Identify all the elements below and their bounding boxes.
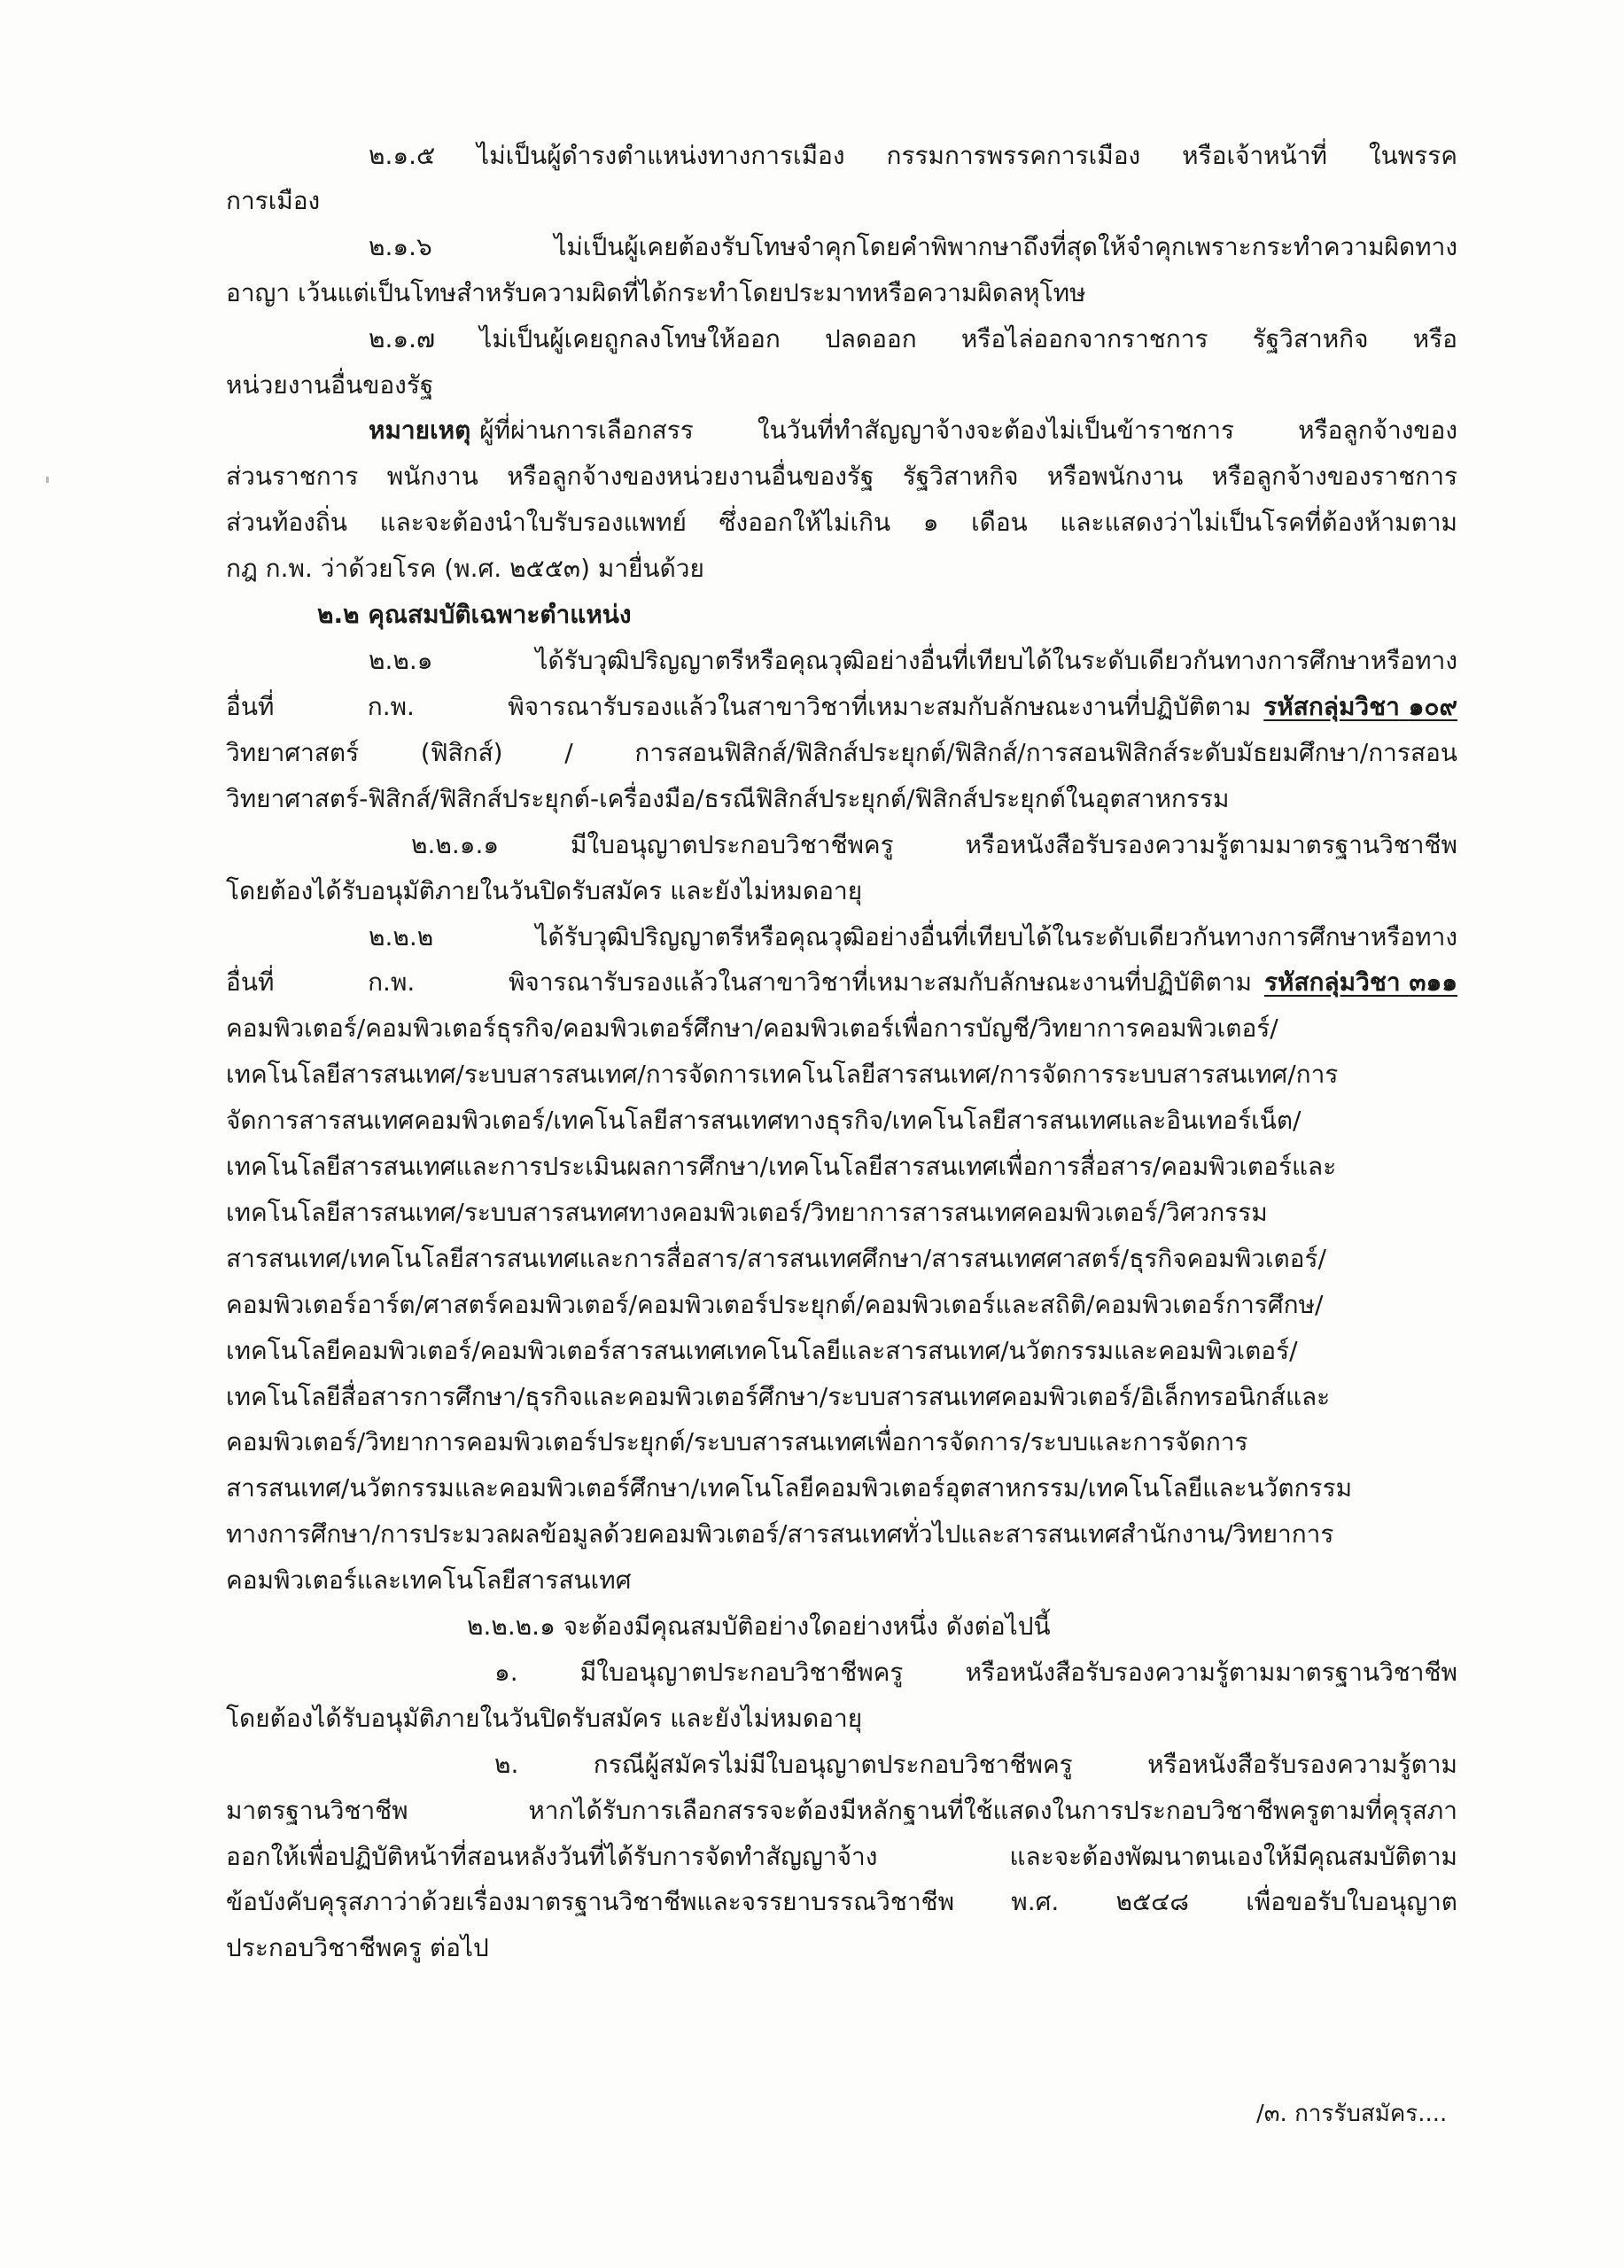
computer-majors-line-13: คอมพิวเตอร์และเทคโนโลยีสารสนเทศ <box>226 1565 632 1595</box>
subject-group-code-109: รหัสกลุ่มวิชา ๑๐๙ <box>1263 692 1457 721</box>
computer-majors-line-5: เทคโนโลยีสารสนเทศ/ระบบสารสนทศทางคอมพิวเตอร์/วิทยาการสารสนเทศคอมพิวเตอร์/วิศวกรรม <box>226 1198 1268 1227</box>
computer-majors-line-12: ทางการศึกษา/การประมวลผลข้อมูลด้วยคอมพิวเตอร์/สารสนเทศทั่วไปและสารสนเทศสำนักงาน/วิทยาการ <box>226 1519 1334 1549</box>
computer-majors-line-9: เทคโนโลยีสื่อสารการศึกษา/ธุรกิจและคอมพิวเตอร์ศึกษา/ระบบสารสนเทศคอมพิวเตอร์/อิเล็กทรอนิกส์และ <box>226 1382 1331 1411</box>
computer-majors-line-6: สารสนเทศ/เทคโนโลยีสารสนเทศและการสื่อสาร/สารสนเทศศึกษา/สารสนเทศศาสตร์/ธุรกิจคอมพิวเตอร์/ <box>226 1244 1326 1273</box>
clause-2-2-1-line-2-text: อื่นที่ ก.พ. พิจารณารับรองแล้วในสาขาวิชาที่เหมาะสมกับลักษณะงานที่ปฏิบัติตาม <box>226 692 1252 721</box>
remark-text-line-2: ส่วนราชการ พนักงาน หรือลูกจ้างของหน่วยงานอื่นของรัฐ รัฐวิสาหกิจ หรือพนักงาน หรือลูกจ้างของราชการ <box>226 462 1457 491</box>
remark-text-line-4: กฎ ก.พ. ว่าด้วยโรค (พ.ศ. ๒๕๕๓) มายื่นด้วย <box>226 554 704 583</box>
computer-majors-line-1: คอมพิวเตอร์/คอมพิวเตอร์ธุรกิจ/คอมพิวเตอร์ศึกษา/คอมพิวเตอร์เพื่อการบัญชี/วิทยาการคอมพิวเตอร์/ <box>226 1014 1278 1043</box>
clause-2-1-5-cont: การเมือง <box>226 186 321 215</box>
option-2-line-2: มาตรฐานวิชาชีพ หากได้รับการเลือกสรรจะต้องมีหลักฐานที่ใช้แสดงในการประกอบวิชาชีพครูตามที่คุรุสภา <box>226 1796 1457 1825</box>
clause-2-2-2-1: ๒.๒.๒.๑ จะต้องมีคุณสมบัติอย่างใดอย่างหนึ่ง ดังต่อไปนี้ <box>467 1612 1051 1641</box>
remark-line <box>369 408 1457 453</box>
computer-majors-line-10: คอมพิวเตอร์/วิทยาการคอมพิวเตอร์ประยุกต์/ระบบสารสนเทศเพื่อการจัดการ/ระบบและการจัดการ <box>226 1427 1248 1456</box>
option-1: ๑. มีใบอนุญาตประกอบวิชาชีพครู หรือหนังสือรับรองความรู้ตามมาตรฐานวิชาชีพ <box>494 1658 1457 1687</box>
clause-2-1-5: ๒.๑.๕ ไม่เป็นผู้ดำรงตำแหน่งทางการเมือง กรรมการพรรคการเมือง หรือเจ้าหน้าที่ ในพรรค <box>369 141 1457 170</box>
clause-2-2-1-1-cont: โดยต้องได้รับอนุมัติภายในวันปิดรับสมัคร และยังไม่หมดอายุ <box>226 876 863 905</box>
computer-majors-line-2: เทคโนโลยีสารสนเทศ/ระบบสารสนเทศ/การจัดการเทคโนโลยีสารสนเทศ/การจัดการระบบสารสนเทศ/การ <box>226 1060 1339 1089</box>
physics-majors-line-1: วิทยาศาสตร์ (ฟิสิกส์) / การสอนฟิสิกส์/ฟิสิกส์ประยุกต์/ฟิสิกส์/การสอนฟิสิกส์ระดับมัธยมศึกษา/การสอน <box>226 738 1457 767</box>
computer-majors-line-11: สารสนเทศ/นวัตกรรมและคอมพิวเตอร์ศึกษา/เทคโนโลยีคอมพิวเตอร์อุตสาหกรรม/เทคโนโลยีและนวัตกรรม <box>226 1473 1353 1503</box>
option-2-line-3: ออกให้เพื่อปฏิบัติหน้าที่สอนหลังวันที่ได้รับการจัดทำสัญญาจ้าง และจะต้องพัฒนาตนเองให้มีคุณสมบัติตาม <box>226 1842 1457 1871</box>
clause-2-2-2-line-2-text: อื่นที่ ก.พ. พิจารณารับรองแล้วในสาขาวิชาที่เหมาะสมกับลักษณะงานที่ปฏิบัติตาม <box>226 967 1252 997</box>
subject-group-code-311: รหัสกลุ่มวิชา ๓๑๑ <box>1263 967 1457 997</box>
clause-2-2-2: ๒.๒.๒ ได้รับวุฒิปริญญาตรีหรือคุณวุฒิอย่างอื่นที่เทียบได้ในระดับเดียวกันทางการศึกษาหรือทาง <box>369 922 1457 951</box>
continuation-footer: /๓. การรับสมัคร.... <box>1256 2101 1448 2127</box>
clause-2-2-1-1: ๒.๒.๑.๑ มีใบอนุญาตประกอบวิชาชีพครู หรือหนังสือรับรองความรู้ตามมาตรฐานวิชาชีพ <box>411 830 1457 859</box>
physics-majors-line-2: วิทยาศาสตร์-ฟิสิกส์/ฟิสิกส์ประยุกต์-เครื่องมือ/ธรณีฟิสิกส์ประยุกต์/ฟิสิกส์ประยุกต์ในอุตสาหกรรม <box>226 784 1230 813</box>
option-2-line-4: ข้อบังคับคุรุสภาว่าด้วยเรื่องมาตรฐานวิชาชีพและจรรยาบรรณวิชาชีพ พ.ศ. ๒๕๔๘ เพื่อขอรับใบอนุญาต <box>226 1887 1457 1916</box>
clause-2-2-1-line-2 <box>226 685 1457 729</box>
computer-majors-line-3: จัดการสารสนเทศคอมพิวเตอร์/เทคโนโลยีสารสนเทศทางธุรกิจ/เทคโนโลยีสารสนเทศและอินเทอร์เน็ต/ <box>226 1106 1302 1135</box>
section-2-2-heading: ๒.๒ คุณสมบัติเฉพาะตำแหน่ง <box>317 600 632 629</box>
remark-text-line-3: ส่วนท้องถิ่น และจะต้องนำใบรับรองแพทย์ ซึ่งออกให้ไม่เกิน ๑ เดือน และแสดงว่าไม่เป็นโรคที่ต้องห้ามตาม <box>226 508 1457 537</box>
computer-majors-line-8: เทคโนโลยีคอมพิวเตอร์/คอมพิวเตอร์สารสนเทศเทคโนโลยีและสารสนเทศ/นวัตกรรมและคอมพิวเตอร์/ <box>226 1336 1298 1365</box>
option-2: ๒. กรณีผู้สมัครไม่มีใบอนุญาตประกอบวิชาชีพครู หรือหนังสือรับรองความรู้ตาม <box>494 1750 1457 1779</box>
scan-margin-mark <box>46 477 49 483</box>
option-1-cont: โดยต้องได้รับอนุมัติภายในวันปิดรับสมัคร และยังไม่หมดอายุ <box>226 1704 863 1733</box>
clause-2-1-6: ๒.๑.๖ ไม่เป็นผู้เคยต้องรับโทษจำคุกโดยคำพิพากษาถึงที่สุดให้จำคุกเพราะกระทำความผิดทาง <box>369 232 1457 261</box>
clause-2-1-7-cont: หน่วยงานอื่นของรัฐ <box>226 370 434 400</box>
option-2-line-5: ประกอบวิชาชีพครู ต่อไป <box>226 1933 489 1962</box>
computer-majors-line-4: เทคโนโลยีสารสนเทศและการประเมินผลการศึกษา/เทคโนโลยีสารสนเทศเพื่อการสื่อสาร/คอมพิวเตอร์และ <box>226 1152 1337 1181</box>
remark-label: หมายเหตุ <box>369 416 471 445</box>
computer-majors-line-7: คอมพิวเตอร์อาร์ต/ศาสตร์คอมพิวเตอร์/คอมพิวเตอร์ประยุกต์/คอมพิวเตอร์และสถิติ/คอมพิวเตอร์การศึกษ/ <box>226 1290 1324 1319</box>
clause-2-2-1: ๒.๒.๑ ได้รับวุฒิปริญญาตรีหรือคุณวุฒิอย่างอื่นที่เทียบได้ในระดับเดียวกันทางการศึกษาหรือทาง <box>369 646 1457 675</box>
clause-2-2-2-line-2 <box>226 960 1457 1005</box>
remark-text: ผู้ที่ผ่านการเลือกสรร ในวันที่ทำสัญญาจ้างจะต้องไม่เป็นข้าราชการ หรือลูกจ้างของ <box>479 416 1457 445</box>
clause-2-1-6-cont: อาญา เว้นแต่เป็นโทษสำหรับความผิดที่ได้กระทำโดยประมาทหรือความผิดลหุโทษ <box>226 278 1086 307</box>
clause-2-1-7: ๒.๑.๗ ไม่เป็นผู้เคยถูกลงโทษให้ออก ปลดออก หรือไล่ออกจากราชการ รัฐวิสาหกิจ หรือ <box>369 324 1457 353</box>
